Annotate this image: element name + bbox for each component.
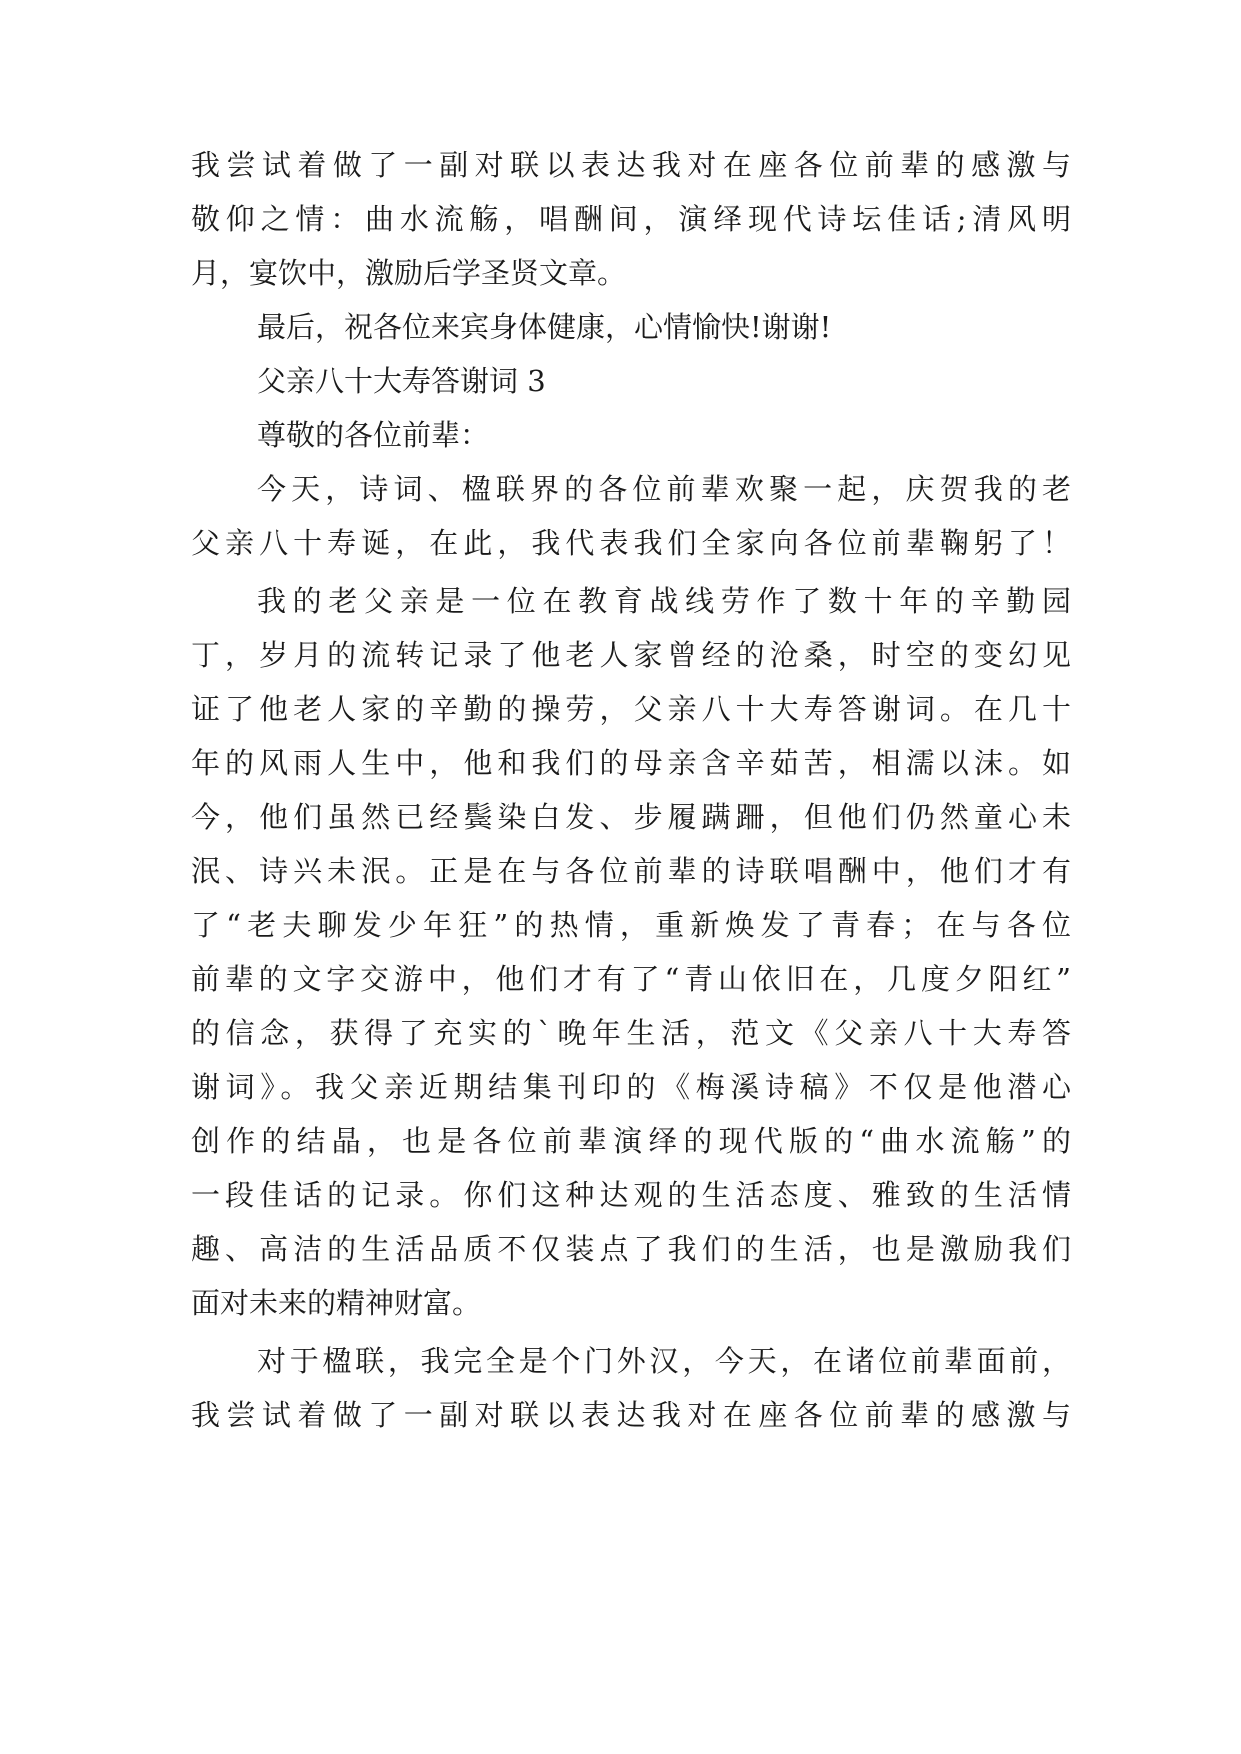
text-line: 的信念，获得了充实的`晚年生活，范文《父亲八十大寿答 — [191, 1016, 1071, 1050]
paragraph-line: 最后，祝各位来宾身体健康，心情愉快!谢谢! — [257, 310, 832, 344]
text-line: 月，宴饮中，激励后学圣贤文章。 — [191, 256, 627, 290]
paragraph-line: 对于楹联，我完全是个门外汉，今天，在诸位前辈面前， — [257, 1344, 1071, 1378]
text-line: 丁，岁月的流转记录了他老人家曾经的沧桑，时空的变幻见 — [191, 638, 1071, 672]
text-line: 年的风雨人生中，他和我们的母亲含辛茹苦，相濡以沫。如 — [191, 746, 1071, 780]
text-line: 一段佳话的记录。你们这种达观的生活态度、雅致的生活情 — [191, 1178, 1071, 1212]
text-line: 证了他老人家的辛勤的操劳，父亲八十大寿答谢词。在几十 — [191, 692, 1071, 726]
paragraph-line: 今天，诗词、楹联界的各位前辈欢聚一起，庆贺我的老 — [257, 472, 1071, 506]
text-line: 趣、高洁的生活品质不仅装点了我们的生活，也是激励我们 — [191, 1232, 1071, 1266]
text-line: 前辈的文字交游中，他们才有了“青山依旧在，几度夕阳红” — [191, 962, 1071, 996]
paragraph-line: 我的老父亲是一位在教育战线劳作了数十年的辛勤园 — [257, 584, 1071, 618]
text-line: 我尝试着做了一副对联以表达我对在座各位前辈的感激与 — [191, 148, 1071, 182]
text-line: 谢词》。我父亲近期结集刊印的《梅溪诗稿》不仅是他潜心 — [191, 1070, 1071, 1104]
section-title: 父亲八十大寿答谢词 3 — [257, 364, 546, 398]
text-line: 今，他们虽然已经鬓染白发、步履蹒跚，但他们仍然童心未 — [191, 800, 1071, 834]
text-line: 了“老夫聊发少年狂”的热情，重新焕发了青春；在与各位 — [191, 908, 1071, 942]
text-line: 泯、诗兴未泯。正是在与各位前辈的诗联唱酬中，他们才有 — [191, 854, 1071, 888]
salutation: 尊敬的各位前辈： — [257, 418, 490, 452]
text-line: 面对未来的精神财富。 — [191, 1286, 482, 1320]
text-line: 我尝试着做了一副对联以表达我对在座各位前辈的感激与 — [191, 1398, 1071, 1432]
text-line: 敬仰之情：曲水流觞，唱酬间，演绎现代诗坛佳话;清风明 — [191, 202, 1071, 236]
text-line: 父亲八十寿诞，在此，我代表我们全家向各位前辈鞠躬了！ — [191, 526, 1071, 560]
text-line: 创作的结晶，也是各位前辈演绎的现代版的“曲水流觞”的 — [191, 1124, 1071, 1158]
